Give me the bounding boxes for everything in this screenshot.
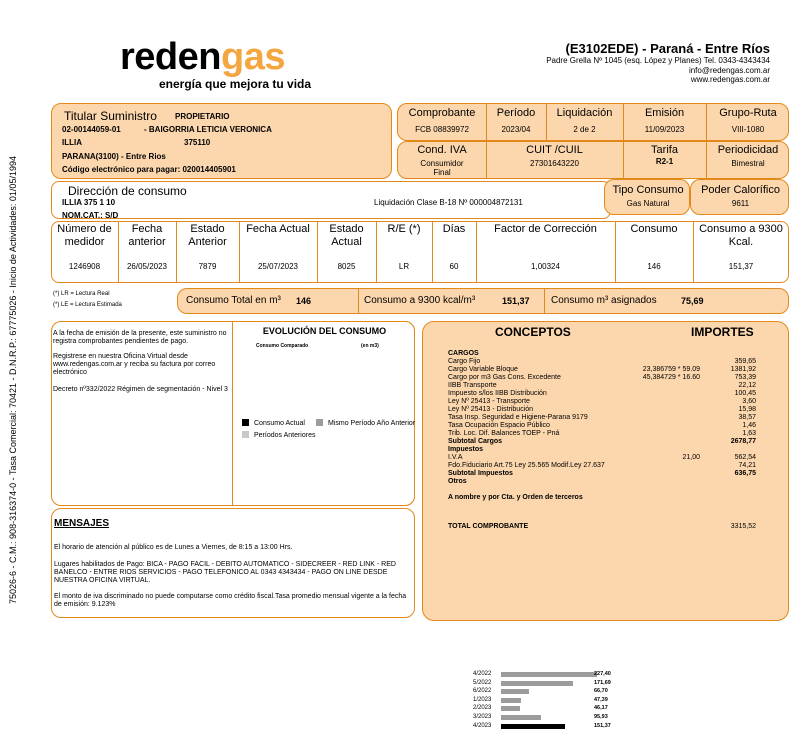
- amounts-title: IMPORTES: [691, 325, 754, 339]
- company-title: (E3102EDE) - Paraná - Entre Ríos: [565, 41, 770, 56]
- chart-category-label: 2/2023: [473, 705, 492, 712]
- total-consumption-label: Consumo Total en m³: [186, 295, 281, 306]
- chart-category-label: 6/2022: [473, 688, 492, 695]
- meter-header-5: R/E (*): [387, 223, 421, 235]
- total-comprobante-row: [448, 523, 758, 531]
- chart-category-label: 3/2023: [473, 714, 492, 720]
- meter-value-9: 151,37: [728, 262, 754, 271]
- cuit-value: 27301643220: [530, 159, 579, 168]
- messages-box: [51, 508, 415, 618]
- chart-bar: [501, 681, 573, 686]
- concept-label: Impuesto s/los IIBB Distribución: [448, 390, 547, 397]
- concept-amount: 38,57: [738, 414, 756, 421]
- liquidacion-header: Liquidación: [556, 107, 613, 119]
- iva-value-line2: Final: [433, 168, 451, 177]
- concept-label: Ley Nº 25413 - Distribución: [448, 406, 534, 413]
- asignados-value: 75,69: [681, 296, 704, 306]
- meter-value-5: LR: [398, 262, 410, 271]
- concept-amount: 562,54: [734, 454, 756, 461]
- meter-value-1: 26/05/2023: [126, 262, 168, 271]
- concept-label: Tasa Ocupación Espacio Público: [448, 422, 550, 429]
- holder-account: 02-00144059-01: [62, 125, 121, 134]
- legend-previous: Períodos Anteriores: [254, 432, 316, 439]
- concept-row: [448, 358, 758, 366]
- chart-bar: [501, 715, 541, 720]
- periodicidad-value: Bimestral: [731, 159, 765, 168]
- impuestos-header-text: Impuestos: [448, 446, 484, 453]
- subtotal-cargos-label: Subtotal Cargos: [448, 438, 503, 445]
- chart-category-label: 1/2023: [473, 696, 492, 703]
- invoice-header-box: [397, 103, 789, 141]
- cargos-header: [448, 350, 758, 358]
- chart-bar: [501, 724, 565, 729]
- terceros-row: [448, 494, 758, 502]
- cuit-header: CUIT /CUIL: [526, 144, 583, 156]
- chart-subtitle: Consumo Comparado: [256, 343, 309, 349]
- concept-row: [448, 390, 758, 398]
- liquidacion-value: 2 de 2: [573, 125, 596, 134]
- meter-header-6: Días: [442, 223, 466, 235]
- otros-header-text: Otros: [448, 478, 467, 485]
- concept-row: [448, 398, 758, 406]
- legend-le: (*) LE = Lectura Estimada: [53, 302, 122, 308]
- meter-value-8: 146: [647, 262, 661, 271]
- consumption-address-value: ILLIA 375 1 10: [62, 198, 116, 207]
- message-hours: El horario de atención al público es de Lunes a Viernes, de 8:15 a 13:00 Hrs.: [54, 544, 293, 551]
- holder-city: PARANA(3100) - Entre Rios: [62, 152, 166, 161]
- concept-label: Trib. Loc. Dif. Balances TOEP - Pná: [448, 430, 560, 437]
- invoice-tax-box: [397, 141, 789, 179]
- concept-amount: 359,65: [734, 358, 756, 365]
- cargos-header-text: CARGOS: [448, 350, 479, 357]
- chart-title: EVOLUCIÓN DEL CONSUMO: [262, 326, 387, 336]
- chart-value-label: 47,39: [594, 696, 608, 703]
- chart-value-label: 46,17: [594, 705, 608, 712]
- company-email: info@redengas.com.ar: [688, 66, 770, 75]
- meter-value-7: 1,00324: [531, 262, 560, 271]
- poder-calorifico-box: [690, 179, 789, 215]
- consumption-address-box: [51, 181, 611, 219]
- iva-header: Cond. IVA: [417, 144, 467, 156]
- concept-amount: 3,60: [742, 398, 756, 405]
- concept-label: Fdo.Fiduciario Art.75 Ley 25.565 Modif.Ley 27.637: [448, 462, 605, 469]
- concept-mid: 23,386759 * 59.09: [642, 366, 700, 373]
- subtotal-cargos-row: [448, 438, 758, 446]
- totals-box: [177, 288, 789, 314]
- concept-row: [448, 366, 758, 374]
- concept-mid: 45,384729 * 16.60: [642, 374, 700, 381]
- emision-value: 11/09/2023: [644, 125, 685, 134]
- concept-label: IIBB Transporte: [448, 382, 497, 389]
- meter-header-3: Fecha Actual: [246, 223, 310, 235]
- legend-lr: (*) LR = Lectura Real: [53, 291, 110, 297]
- concept-row: [448, 462, 758, 470]
- concept-row: [448, 374, 758, 382]
- concept-row: [448, 414, 758, 422]
- asignados-label: Consumo m³ asignados: [551, 295, 657, 306]
- logo-main: reden: [120, 36, 221, 78]
- holder-label: Titular Suministro: [64, 109, 157, 123]
- concept-amount: 1,46: [742, 422, 756, 429]
- holder-box: [51, 103, 392, 179]
- concept-amount: 1381,92: [730, 366, 756, 373]
- notice-decree: Decreto nº332/2022 Régimen de segmentación - Nivel 3: [53, 386, 228, 393]
- periodo-value: 2023/04: [501, 125, 531, 134]
- redengas-logo: [120, 36, 285, 79]
- concept-mid: 21,00: [682, 454, 700, 461]
- concept-label: Cargo Variable Bloque: [448, 366, 518, 373]
- concept-amount: 15,98: [738, 406, 756, 413]
- meter-value-0: 1246908: [68, 262, 101, 271]
- chart-unit: (en m3): [361, 343, 379, 349]
- subtotal-cargos-value: 2678,77: [730, 438, 756, 445]
- registration-text: 75026-6 - C.M.: 908-316374-0 - Tasa Comercial: 70421 - D.N.R.P.: 67775026 - Inicio de Actividades: 01/05/1994: [8, 155, 18, 604]
- impuestos-header: [448, 446, 758, 454]
- chart-bar: [501, 706, 520, 711]
- holder-number: 375110: [184, 138, 211, 147]
- kcal-consumption-label: Consumo a 9300 kcal/m³: [364, 295, 476, 306]
- chart-category-label: 5/2022: [473, 679, 492, 686]
- tipo-consumo-value: Gas Natural: [626, 199, 670, 208]
- otros-header: [448, 478, 758, 486]
- holder-type: PROPIETARIO: [175, 112, 230, 121]
- company-address: Padre Grella Nº 1045 (esq. López y Planes) Tel. 0343-4343434: [546, 56, 770, 65]
- chart-value-label: 66,70: [594, 688, 608, 695]
- concept-label: Ley Nº 25413 - Transporte: [448, 398, 530, 405]
- iva-value-line1: Consumidor: [420, 159, 464, 168]
- chart-value-label: 171,69: [594, 679, 611, 686]
- legend-same-period: Mismo Período Año Anterior: [328, 420, 416, 427]
- total-comprobante-label: TOTAL COMPROBANTE: [448, 523, 529, 530]
- chart-category-label: 4/2023: [473, 722, 492, 729]
- terceros-text: A nombre y por Cta. y Orden de terceros: [448, 494, 583, 501]
- concept-amount: 1,63: [742, 430, 756, 437]
- chart-bar: [501, 698, 521, 703]
- nomcat-value: NOM.CAT.: S/D: [62, 211, 119, 220]
- legend-current-swatch: [242, 419, 249, 426]
- concept-label: Cargo Fijo: [448, 358, 481, 365]
- comprobante-value: FCB 08839972: [415, 125, 469, 134]
- legend-previous-swatch: [242, 431, 249, 438]
- meter-value-2: 7879: [198, 262, 217, 271]
- messages-title: MENSAJES: [54, 518, 110, 529]
- grupo-ruta-header: Grupo-Ruta: [719, 107, 777, 119]
- tagline: energía que mejora tu vida: [159, 77, 312, 91]
- periodicidad-header: Periodicidad: [717, 144, 779, 156]
- periodo-header: Período: [496, 107, 536, 119]
- meter-header-7: Factor de Corrección: [494, 223, 597, 235]
- total-consumption-value: 146: [296, 296, 312, 306]
- total-comprobante-value: 3315,52: [730, 523, 756, 530]
- subtotal-impuestos-label: Subtotal Impuestos: [448, 470, 513, 477]
- meter-header-8: Consumo: [630, 223, 678, 235]
- meter-value-6: 60: [449, 262, 459, 271]
- concept-label: I.V.A: [448, 454, 463, 461]
- notice-register: Registrese en nuestra Oficina Virtual desde www.redengas.com.ar y reciba su factura por correo electrónico: [53, 353, 216, 376]
- meter-header-0: Número de medidor: [57, 223, 112, 248]
- comprobante-header: Comprobante: [408, 107, 476, 119]
- concept-label: Cargo por m3 Gas Cons. Excedente: [448, 374, 561, 381]
- holder-street: ILLIA: [62, 138, 82, 147]
- tipo-consumo-box: [604, 179, 690, 215]
- chart-value-label: 95,93: [594, 714, 608, 720]
- subtotal-impuestos-row: [448, 470, 758, 478]
- concept-row: [448, 422, 758, 430]
- concept-row: [448, 430, 758, 438]
- chart-bar: [501, 672, 597, 677]
- concept-row: [448, 454, 758, 462]
- meter-header-4: Estado Actual: [329, 223, 364, 248]
- chart-value-label: 151,37: [594, 722, 611, 729]
- meter-value-4: 8025: [337, 262, 356, 271]
- kcal-consumption-value: 151,37: [502, 296, 530, 306]
- concept-row: [448, 406, 758, 414]
- concept-amount: 74,21: [738, 462, 756, 469]
- notice-pending: A la fecha de emisión de la presente, este suministro no registra comprobantes pendientes de pago.: [53, 330, 227, 345]
- message-payment-places: Lugares habilitados de Pago: BICA - PAGO FACIL - DEBITO AUTOMATICO - SIDECREER - RED LINK - RED BANELCO - ENTRE RIOS SERVICIOS - PAGO TELEFONICO AL 0343 4343434 - PAGO ON LINE DESDE NUESTRA OFICINA VIRTUAL.: [54, 561, 396, 584]
- concept-amount: 100,45: [734, 390, 756, 397]
- chart-bar: [501, 689, 529, 694]
- meter-header-2: Estado Anterior: [188, 223, 227, 248]
- tarifa-header: Tarifa: [651, 144, 678, 156]
- meter-value-3: 25/07/2023: [257, 262, 299, 271]
- tarifa-value: R2-1: [655, 157, 674, 166]
- holder-name: - BAIGORRIA LETICIA VERONICA: [144, 125, 272, 134]
- concept-label: Tasa Insp. Seguridad e Higiene-Parana 9179: [448, 414, 588, 421]
- chart-category-label: 4/2022: [473, 671, 492, 677]
- meter-header-1: Fecha anterior: [128, 223, 166, 248]
- poder-calorifico-value: 9611: [731, 199, 750, 208]
- message-iva: El monto de iva discriminado no puede computarse como crédito fiscal.Tasa promedio mensual vigente a la fecha de emisión: 9.123%: [54, 593, 407, 608]
- legend-same-period-swatch: [316, 419, 323, 426]
- company-web: www.redengas.com.ar: [690, 75, 770, 84]
- subtotal-impuestos-value: 636,75: [734, 470, 756, 477]
- poder-calorifico-header: Poder Calorífico: [701, 184, 780, 196]
- chart-value-label: 227,40: [594, 671, 611, 677]
- emision-header: Emisión: [644, 107, 685, 119]
- concept-amount: 22,12: [738, 382, 756, 389]
- payment-code: Código electrónico para pagar: 020014405901: [62, 165, 236, 174]
- consumption-address-label: Dirección de consumo: [68, 184, 187, 198]
- grupo-ruta-value: VIII-1080: [731, 125, 765, 134]
- tipo-consumo-header: Tipo Consumo: [612, 184, 684, 196]
- concept-amount: 753,39: [734, 374, 756, 381]
- liquidacion-clase: Liquidación Clase B-18 Nº 000004872131: [374, 198, 523, 207]
- logo-accent: gas: [220, 36, 285, 78]
- vertical-registration-text: [6, 150, 20, 609]
- concept-row: [448, 382, 758, 390]
- meter-header-9: Consumo a 9300 Kcal.: [699, 223, 783, 248]
- legend-current: Consumo Actual: [254, 420, 305, 427]
- concepts-title: CONCEPTOS: [495, 325, 571, 339]
